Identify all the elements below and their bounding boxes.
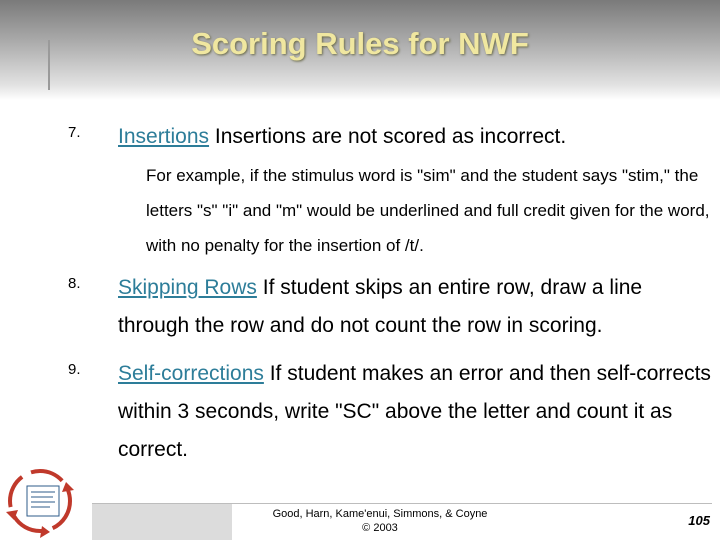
self-corrections-link[interactable]: Self-corrections <box>118 362 264 385</box>
rule-description: If student makes an error and then self-corrects within 3 seconds, write "SC" above the letter and count it as correct. <box>118 362 711 461</box>
rule-number: 7. <box>68 124 81 141</box>
rule-item-skipping-rows <box>60 269 715 345</box>
rule-example: For example, if the stimulus word is "sim" and the student says "stim," the letters "s" "i" and "m" would be underlined and full credit given for the word, with no penalty for the insertion of /t/. <box>146 166 710 255</box>
rule-number: 8. <box>68 275 81 292</box>
rule-description: If student skips an entire row, draw a line through the row and do not count the row in scoring. <box>118 276 643 337</box>
rule-description: Insertions are not scored as incorrect. <box>209 125 567 148</box>
rules-list <box>60 118 715 469</box>
citation-authors: Good, Harn, Kame'enui, Simmons, & Coyne <box>272 508 488 520</box>
citation-copyright: © 2003 <box>362 522 398 534</box>
rule-number: 9. <box>68 361 81 378</box>
slide-title: Scoring Rules for NWF <box>191 26 529 61</box>
rule-text <box>118 355 715 469</box>
rule-text <box>118 269 715 345</box>
page-number: 105 <box>688 513 710 528</box>
skipping-rows-link[interactable]: Skipping Rows <box>118 276 257 299</box>
rule-item-self-corrections <box>60 355 715 469</box>
footer-decor <box>92 504 232 540</box>
cycle-arrows-logo-icon <box>0 462 78 540</box>
rule-text <box>118 118 715 156</box>
insertions-link[interactable]: Insertions <box>118 125 210 148</box>
footer-citation <box>235 507 525 535</box>
rule-item-insertions <box>60 118 715 263</box>
